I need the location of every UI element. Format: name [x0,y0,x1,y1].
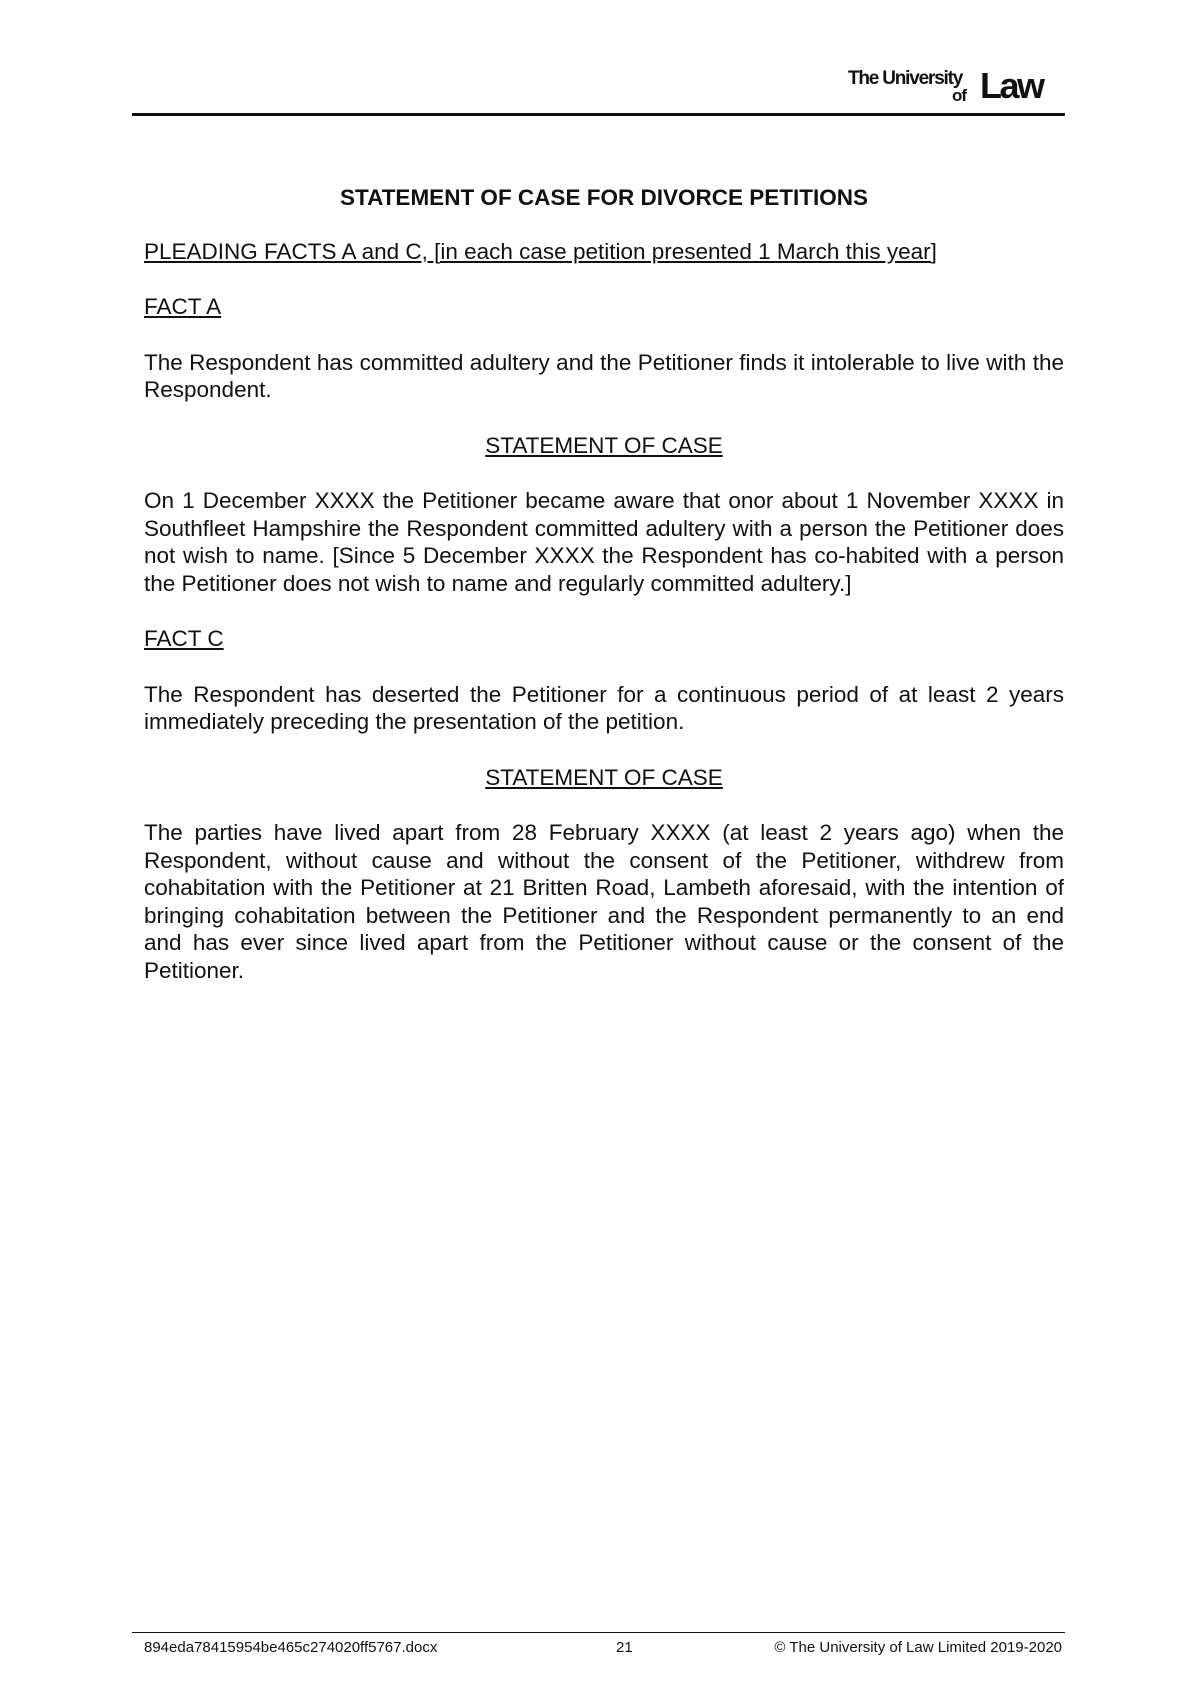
logo-text-of: of [952,86,967,105]
university-of-law-logo [848,66,1058,106]
document-title: STATEMENT OF CASE FOR DIVORCE PETITIONS [340,185,868,210]
fact-c-statement-heading [144,764,1064,792]
document-body [144,184,1064,1012]
fact-c-statement-text: The parties have lived apart from 28 February XXXX (at least 2 years ago) when the Respondent, without cause and without the consent of the Petitioner, withdrew from cohabitation with the Petitioner at 21 Britten Road, Lambeth aforesaid, with the intention of bringing cohabitation between the Petitioner and the Respondent permanently to an end and has ever since lived apart from the Petitioner without cause or the consent of the Petitioner. [144,820,1064,983]
fact-c-heading-text: FACT C [144,626,224,651]
logo-text-the-university: The University [848,68,963,89]
fact-a-heading [144,293,1064,321]
fact-c-text: The Respondent has deserted the Petitioner for a continuous period of at least 2 years immediately preceding the presentation of the petition. [144,681,1064,734]
fact-a-statement-text: On 1 December XXXX the Petitioner became aware that onor about 1 November XXXX in Southfleet Hampshire the Respondent committed adultery with a person the Petitioner does not wish to name. [Since 5 December XXXX the Respondent has co-habited with a person the Petitioner does not wish to name and regularly committed adultery.] [144,488,1064,596]
logo-text-law: Law [980,65,1043,106]
footer-copyright: © The University of Law Limited 2019-2020 [774,1639,1062,1656]
fact-c-statement-heading-text: STATEMENT OF CASE [485,764,723,790]
header-divider [132,113,1065,116]
footer-divider [132,1632,1065,1633]
fact-a-heading-text: FACT A [144,294,222,319]
fact-c-heading [144,625,1064,653]
footer-page-number: 21 [616,1639,633,1656]
document-subtitle [144,238,1064,266]
fact-a-statement-heading [144,432,1064,460]
page-footer [144,1638,1062,1660]
fact-a-statement-heading-text: STATEMENT OF CASE [485,432,723,458]
fact-a-text: The Respondent has committed adultery and the Petitioner finds it intolerable to live with the Respondent. [144,349,1064,402]
footer-filename: 894eda78415954be465c274020ff5767.docx [144,1639,438,1656]
subtitle-text: PLEADING FACTS A and C, [in each case petition presented 1 March this year] [144,238,937,264]
